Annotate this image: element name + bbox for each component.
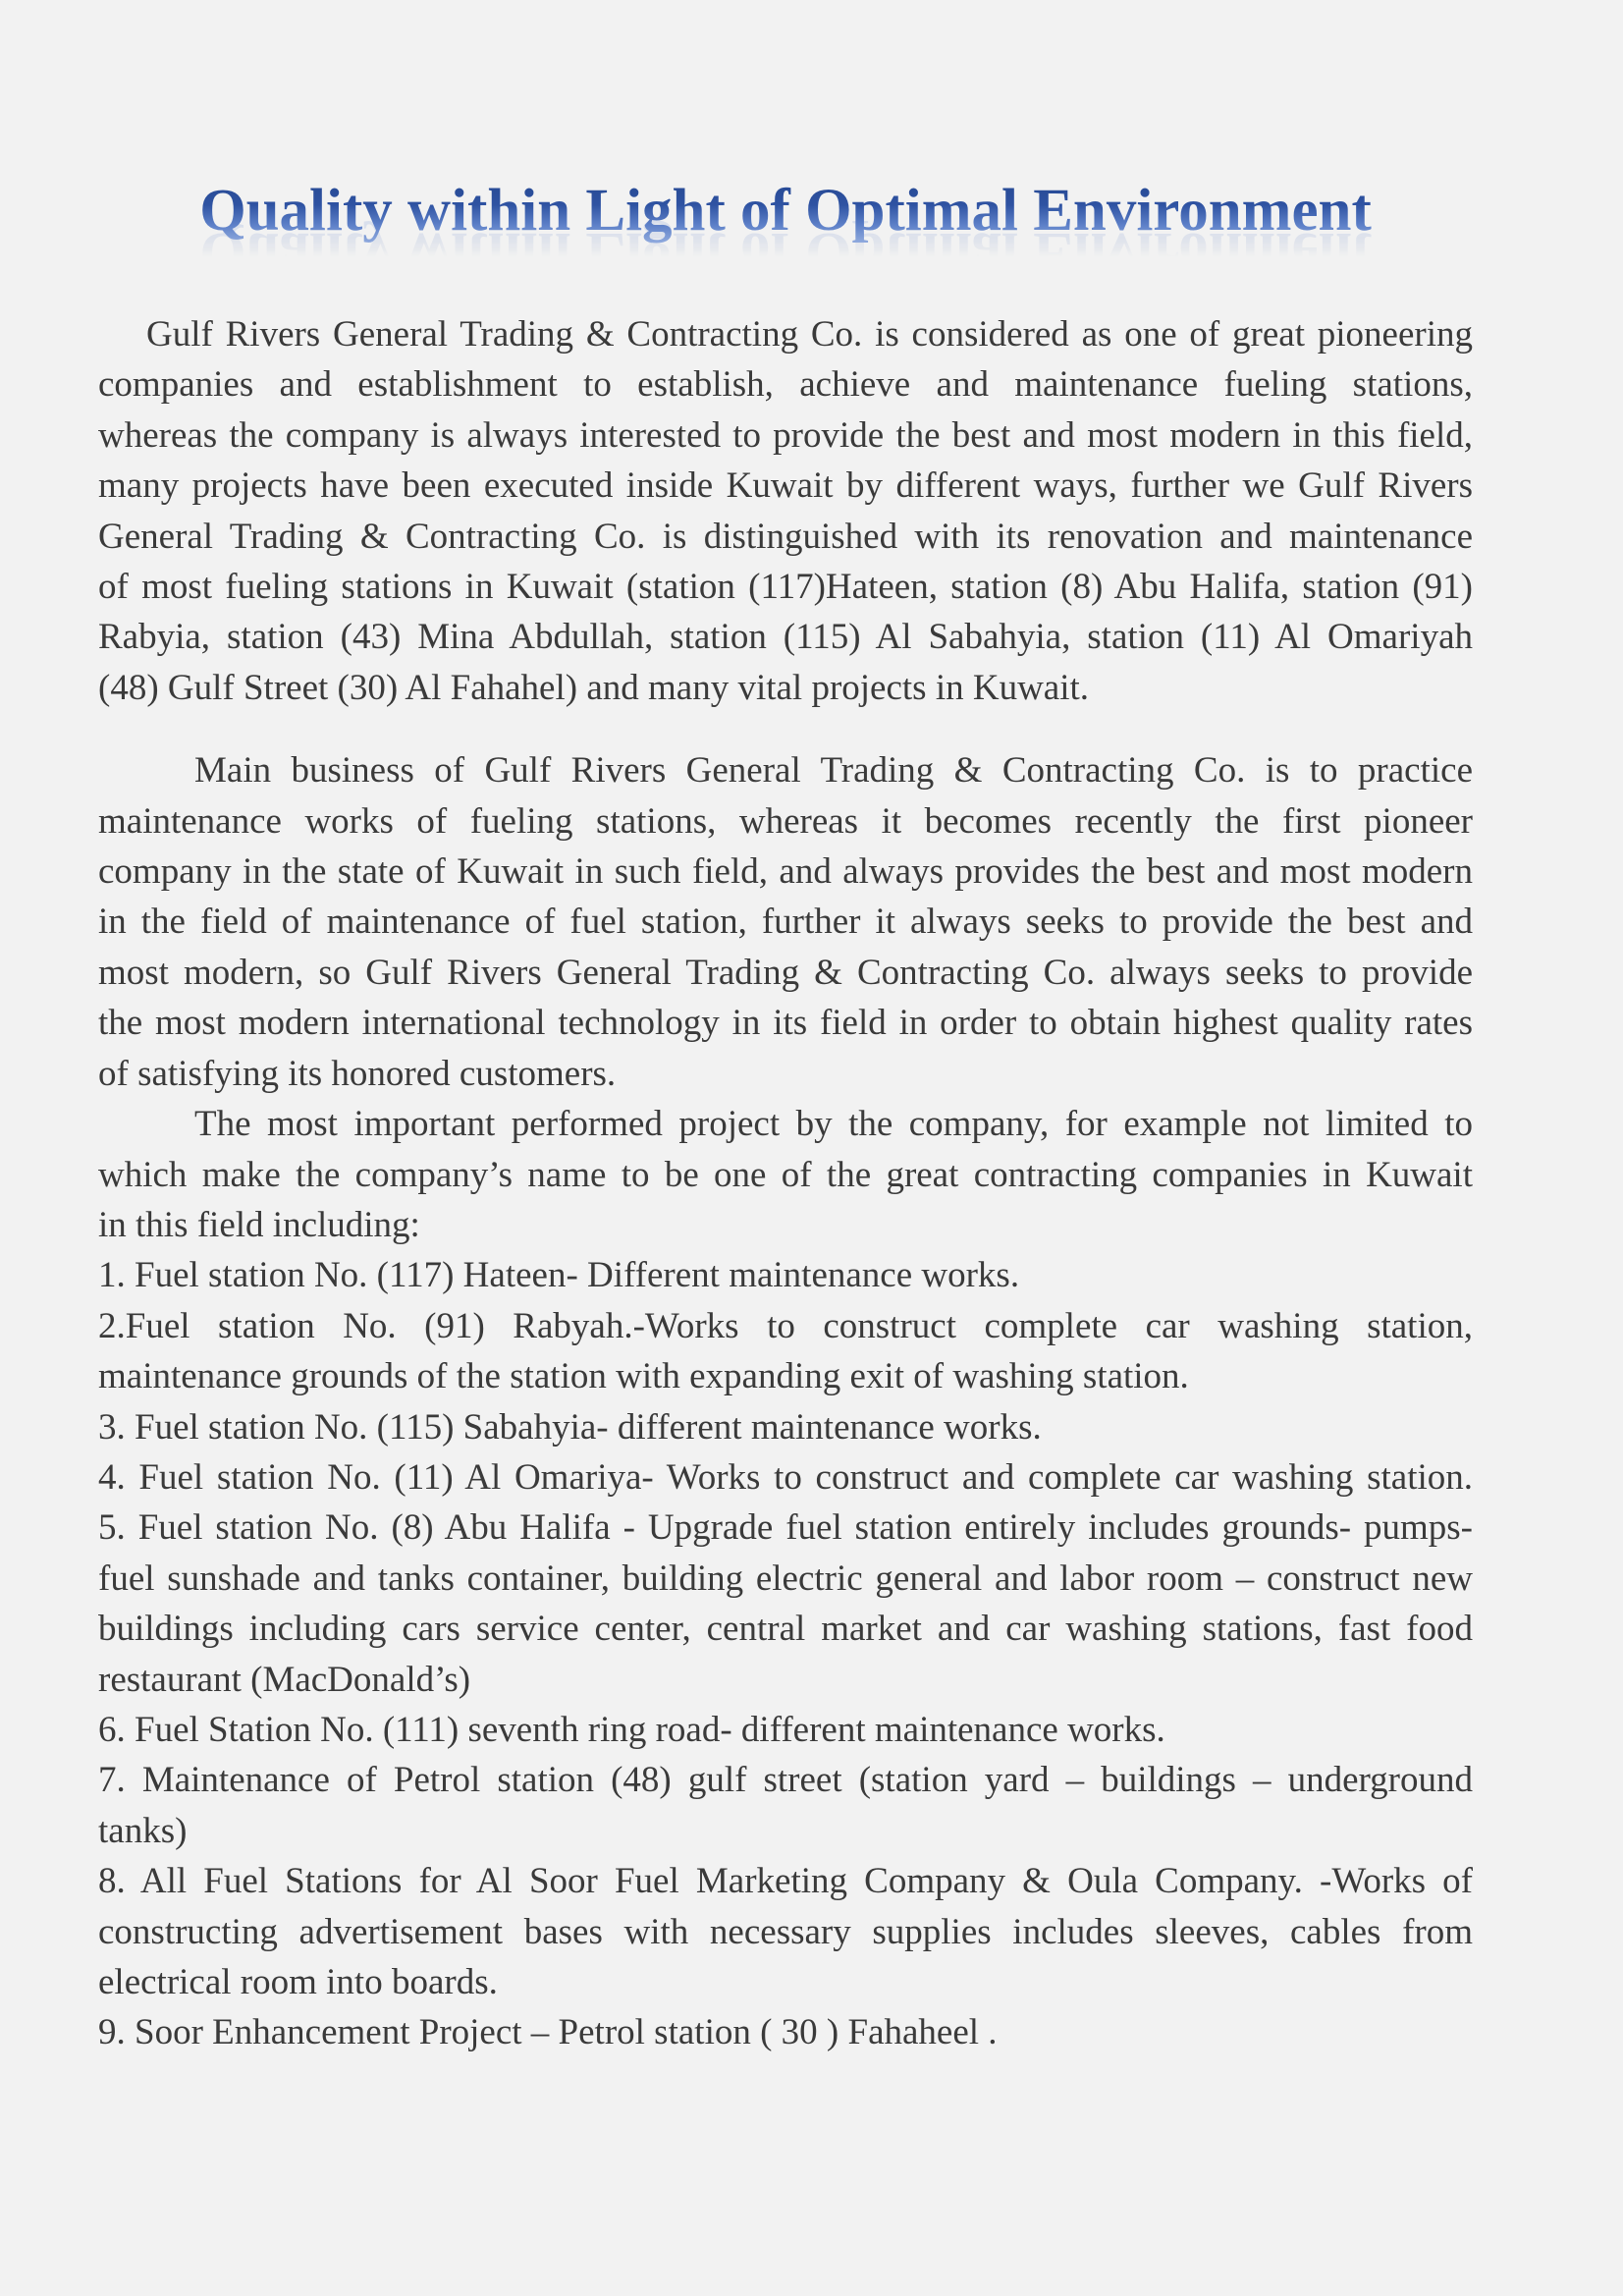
project-item	[98, 2007, 1473, 2057]
paragraph-line: (48) Gulf Street (30) Al Fahahel) and many vital projects in Kuwait.	[98, 667, 1090, 708]
project-line: tanks)	[98, 1810, 188, 1851]
paragraph-line: most modern, so Gulf Rivers General Trading & Contracting Co. always seeks to provide	[98, 952, 1473, 993]
project-line: 5. Fuel station No. (8) Abu Halifa - Upgrade fuel station entirely includes grounds- pumps-	[98, 1507, 1473, 1549]
project-line: maintenance grounds of the station with expanding exit of washing station.	[98, 1356, 1189, 1397]
paragraph-line: company in the state of Kuwait in such field, and always provides the best and most modern	[98, 851, 1473, 893]
paragraph-line: of satisfying its honored customers.	[98, 1053, 617, 1094]
paragraph-line: in the field of maintenance of fuel station, further it always seeks to provide the best and	[98, 902, 1473, 943]
project-line: 3. Fuel station No. (115) Sabahyia- different maintenance works.	[98, 1406, 1042, 1448]
project-line: constructing advertisement bases with necessary supplies includes sleeves, cables from	[98, 1911, 1473, 1952]
paragraph-line: Main business of Gulf Rivers General Trading & Contracting Co. is to practice	[194, 750, 1473, 792]
document-body	[98, 309, 1473, 2058]
page-title	[98, 175, 1473, 246]
paragraph-line: of most fueling stations in Kuwait (station (117)Hateen, station (8) Abu Halifa, station (91)	[98, 567, 1473, 608]
project-item	[98, 1856, 1473, 2007]
paragraph-line: many projects have been executed inside Kuwait by different ways, further we Gulf Rivers	[98, 465, 1473, 507]
project-item	[98, 1705, 1473, 1755]
paragraph-line: The most important performed project by the company, for example not limited to	[194, 1104, 1473, 1145]
paragraph-line: which make the company’s name to be one of the great contracting companies in Kuwait	[98, 1154, 1473, 1195]
project-item	[98, 1301, 1473, 1402]
project-item	[98, 1402, 1473, 1452]
page-title-text: Quality within Light of Optimal Environment	[199, 175, 1372, 246]
paragraph-line: the most modern international technology in its field in order to obtain highest quality rates	[98, 1003, 1473, 1044]
project-item	[98, 1250, 1473, 1300]
project-line: 1. Fuel station No. (117) Hateen- Different maintenance works.	[98, 1255, 1020, 1296]
project-line: electrical room into boards.	[98, 1962, 498, 2002]
project-line: 8. All Fuel Stations for Al Soor Fuel Marketing Company & Oula Company. -Works of	[98, 1861, 1473, 1902]
project-item	[98, 1503, 1473, 1705]
project-line: 6. Fuel Station No. (111) seventh ring road- different maintenance works.	[98, 1709, 1165, 1750]
paragraph-line: companies and establishment to establish, achieve and maintenance fueling stations,	[98, 364, 1473, 406]
project-item	[98, 1452, 1473, 1503]
business-paragraph	[98, 745, 1473, 1099]
project-line: restaurant (MacDonald’s)	[98, 1659, 471, 1700]
paragraph-line: Gulf Rivers General Trading & Contracting Co. is considered as one of great pioneering	[146, 314, 1473, 355]
project-line: 2.Fuel station No. (91) Rabyah.-Works to construct complete car washing station,	[98, 1305, 1473, 1346]
project-line: 4. Fuel station No. (11) Al Omariya- Works to construct and complete car washing station.	[98, 1456, 1473, 1498]
intro-paragraph	[98, 309, 1473, 713]
paragraph-line: General Trading & Contracting Co. is distinguished with its renovation and maintenance	[98, 516, 1473, 557]
project-line: 9. Soor Enhancement Project – Petrol station ( 30 ) Fahaheel .	[98, 2012, 998, 2053]
paragraph-line: in this field including:	[98, 1204, 420, 1245]
paragraph-line: Rabyia, station (43) Mina Abdullah, station (115) Al Sabahyia, station (11) Al Omariyah	[98, 617, 1473, 658]
project-line: 7. Maintenance of Petrol station (48) gulf street (station yard – buildings – underground	[98, 1760, 1473, 1801]
projects-intro-paragraph	[98, 1099, 1473, 1250]
paragraph-line: whereas the company is always interested to provide the best and most modern in this field,	[98, 414, 1473, 456]
paragraph-line: maintenance works of fueling stations, whereas it becomes recently the first pioneer	[98, 800, 1473, 842]
projects-list	[98, 1250, 1473, 2058]
project-line: fuel sunshade and tanks container, building electric general and labor room – construct new	[98, 1558, 1473, 1599]
project-line: buildings including cars service center, central market and car washing stations, fast food	[98, 1609, 1473, 1650]
project-item	[98, 1755, 1473, 1856]
